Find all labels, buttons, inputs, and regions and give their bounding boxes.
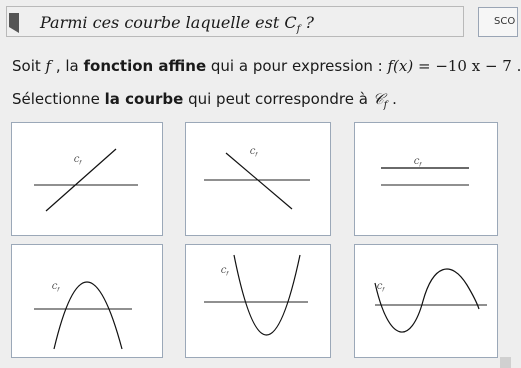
expression-lhs: f(x) = — [387, 57, 436, 75]
instruction-symbol: 𝒞 — [372, 90, 384, 108]
statement-middle: qui a pour expression : — [206, 57, 388, 75]
question-header — [6, 6, 464, 37]
option-decreasing-line[interactable] — [185, 122, 331, 236]
title-suffix: ? — [300, 13, 314, 32]
title-subscript: f — [296, 24, 301, 36]
question-title — [40, 13, 314, 35]
option-1-subscript: f — [79, 159, 82, 166]
instruction-end: . — [387, 90, 397, 108]
instruction-subscript: f — [383, 100, 388, 111]
statement-soit: Soit — [12, 57, 46, 75]
instruction-prefix: Sélectionne — [12, 90, 105, 108]
title-symbol: C — [284, 13, 297, 32]
option-cubic-curve[interactable] — [354, 244, 498, 358]
option-parabola-down[interactable] — [11, 244, 163, 358]
option-5-subscript: f — [226, 270, 229, 277]
option-3-subscript: f — [419, 161, 422, 168]
statement-f: f — [45, 57, 52, 75]
option-5-label: C — [221, 267, 227, 275]
svg-text:Cf — [250, 148, 258, 158]
svg-text:Cf — [377, 283, 385, 293]
statement-bold: fonction affine — [83, 57, 207, 75]
instruction-bold: la courbe — [104, 90, 184, 108]
graph-horizontal-line — [355, 123, 499, 237]
instruction-line — [12, 90, 397, 111]
bookmark-flag-icon — [9, 13, 19, 33]
score-label: SCO — [494, 16, 516, 27]
expression-rhs: −10 x − 7 — [435, 57, 512, 75]
option-2-subscript: f — [255, 151, 258, 158]
statement-line — [12, 57, 521, 75]
option-6-label: C — [377, 283, 383, 291]
svg-text:Cf — [221, 267, 229, 277]
option-2-label: C — [250, 148, 256, 156]
score-box — [478, 7, 518, 37]
option-4-subscript: f — [57, 286, 60, 293]
option-horizontal-line[interactable] — [354, 122, 498, 236]
statement-la: , la — [51, 57, 84, 75]
graph-parabola-up — [186, 245, 332, 359]
statement-end: . — [511, 57, 521, 75]
svg-text:Cf — [414, 158, 422, 168]
graph-increasing-line — [12, 123, 164, 237]
option-4-label: C — [52, 283, 58, 291]
option-6-subscript: f — [382, 286, 385, 293]
graph-decreasing-line — [186, 123, 332, 237]
option-3-label: C — [414, 158, 420, 166]
option-1-label: C — [74, 156, 80, 164]
graph-parabola-down — [12, 245, 164, 359]
option-increasing-line[interactable] — [11, 122, 163, 236]
svg-text:Cf — [52, 283, 60, 293]
corner-widget — [500, 357, 511, 368]
option-parabola-up[interactable] — [185, 244, 331, 358]
instruction-middle: qui peut correspondre à — [183, 90, 373, 108]
svg-text:Cf — [74, 156, 82, 166]
graph-cubic-curve — [355, 245, 499, 359]
title-text: Parmi ces courbe laquelle est — [40, 13, 285, 32]
